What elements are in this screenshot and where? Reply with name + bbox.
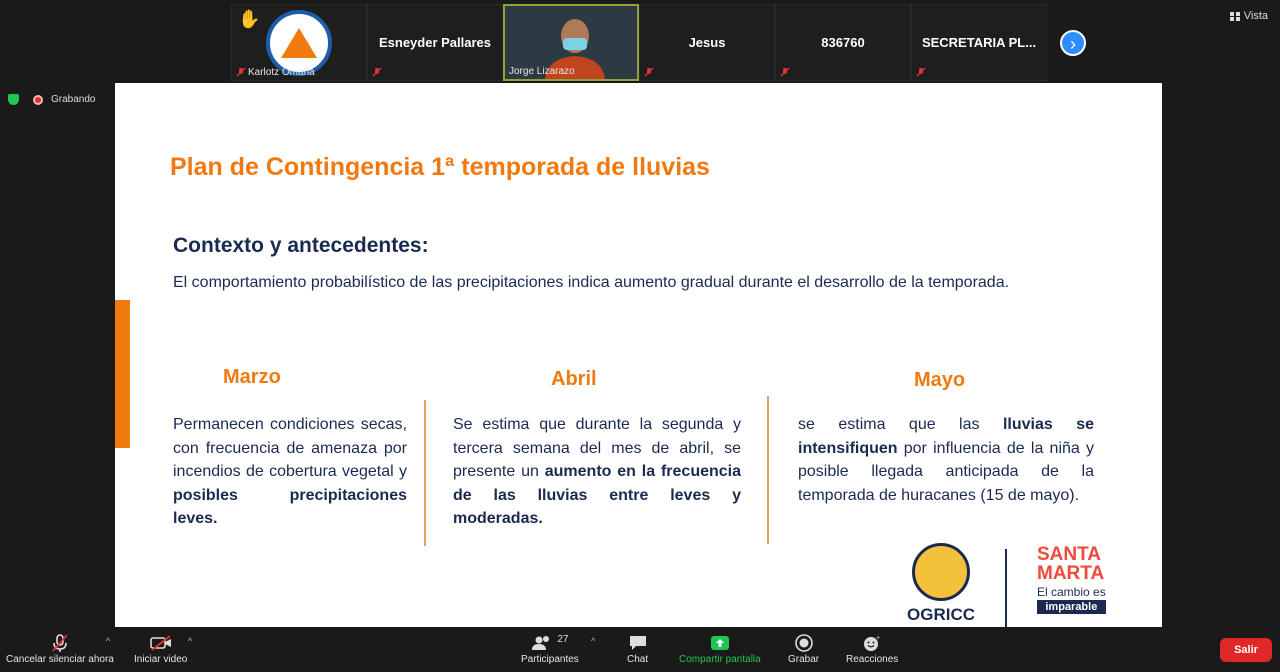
record-button[interactable] bbox=[788, 632, 819, 665]
column-divider bbox=[424, 400, 426, 546]
chevron-right-icon: › bbox=[1070, 34, 1076, 54]
text-plain: por influencia de la niña y posible llegada anticipada de la temporada de huracanes (15 de mayo). bbox=[798, 439, 1094, 504]
video-options-caret[interactable]: ^ bbox=[188, 636, 193, 646]
participant-display-name: Esneyder Pallares bbox=[378, 35, 492, 50]
participants-options-caret[interactable]: ^ bbox=[591, 636, 596, 646]
text-bold: aumento en la frecuencia de las lluvias entre leves y moderadas. bbox=[453, 463, 742, 527]
muted-mic-icon bbox=[644, 67, 654, 77]
slide-accent-bar bbox=[115, 300, 130, 448]
column-divider bbox=[767, 396, 769, 544]
recording-dot-icon bbox=[33, 95, 43, 105]
santa-marta-logo bbox=[1037, 545, 1106, 614]
audio-options-caret[interactable]: ^ bbox=[106, 636, 111, 646]
chat-label: Chat bbox=[627, 654, 649, 665]
recording-indicator bbox=[8, 94, 95, 105]
share-screen-icon bbox=[710, 632, 730, 654]
muted-mic-icon bbox=[236, 67, 246, 77]
logo-tagline: El cambio es bbox=[1037, 585, 1106, 599]
participant-tile[interactable] bbox=[911, 4, 1047, 81]
logo-tagline-badge: imparable bbox=[1037, 600, 1106, 614]
participant-tile[interactable] bbox=[367, 4, 503, 81]
muted-mic-icon bbox=[372, 67, 382, 77]
smiley-icon bbox=[863, 632, 881, 654]
slide-intro: El comportamiento probabilístico de las precipitaciones indica aumento gradual durante el desarrollo de la temporada. bbox=[173, 274, 1010, 291]
muted-mic-icon bbox=[51, 632, 69, 654]
text-plain: Se estima que durante la segunda y tercera semana del mes de abril, se presente un bbox=[453, 416, 741, 480]
leave-meeting-button[interactable]: Salir bbox=[1220, 638, 1272, 662]
defensa-civil-logo bbox=[266, 10, 332, 76]
gallery-next-button[interactable] bbox=[1060, 30, 1086, 56]
logo-line: MARTA bbox=[1037, 563, 1105, 584]
meeting-toolbar bbox=[0, 628, 1280, 672]
reactions-label: Reacciones bbox=[846, 654, 899, 665]
text-plain: se estima que las bbox=[798, 416, 1003, 433]
svg-text:+: + bbox=[876, 635, 881, 642]
chat-icon bbox=[628, 632, 648, 654]
unmute-button[interactable] bbox=[6, 632, 114, 665]
participants-icon bbox=[531, 632, 568, 654]
logo-divider bbox=[1005, 549, 1007, 627]
chat-button[interactable] bbox=[627, 632, 648, 665]
column-heading-abril: Abril bbox=[551, 368, 597, 390]
security-shield-icon[interactable] bbox=[8, 94, 19, 105]
participants-label: Participantes bbox=[521, 654, 579, 665]
muted-mic-icon bbox=[780, 67, 790, 77]
participant-name: Jorge Lizarazo bbox=[509, 66, 575, 77]
view-label: Vista bbox=[1243, 10, 1268, 22]
participants-button[interactable] bbox=[521, 632, 579, 665]
participants-count: 27 bbox=[557, 633, 569, 645]
column-heading-marzo: Marzo bbox=[223, 366, 281, 388]
participant-display-name: SECRETARIA PL... bbox=[921, 35, 1037, 50]
muted-mic-icon bbox=[916, 67, 926, 77]
ogricc-label: OGRICC bbox=[907, 605, 975, 624]
shared-screen-slide bbox=[115, 83, 1162, 627]
participant-display-name: Jesus bbox=[688, 35, 726, 50]
record-icon bbox=[795, 632, 813, 654]
text-plain: Permanecen condiciones secas, con frecuencia de amenaza por incendios de cobertura vegetal y bbox=[173, 416, 407, 480]
ogricc-seal-icon bbox=[912, 543, 970, 601]
column-heading-mayo: Mayo bbox=[914, 369, 966, 391]
record-label: Grabar bbox=[788, 654, 820, 665]
text-bold: posibles precipitaciones leves. bbox=[173, 486, 407, 527]
reactions-button[interactable] bbox=[846, 632, 898, 665]
share-screen-button[interactable] bbox=[679, 632, 761, 665]
video-label: Iniciar video bbox=[134, 654, 188, 665]
slide-title: Plan de Contingencia 1ª temporada de lluvias bbox=[170, 153, 710, 181]
column-text-abril bbox=[453, 413, 741, 531]
logo-line: SANTA bbox=[1037, 544, 1102, 565]
recording-label: Grabando bbox=[51, 94, 96, 105]
share-screen-label: Compartir pantalla bbox=[679, 654, 761, 665]
unmute-label: Cancelar silenciar ahora bbox=[6, 654, 114, 665]
grid-view-icon bbox=[1230, 12, 1240, 21]
ogricc-logo bbox=[907, 543, 975, 625]
text-bold: lluvias se intensifiquen bbox=[798, 416, 1094, 457]
participant-gallery bbox=[231, 4, 1047, 81]
video-off-icon bbox=[150, 632, 172, 654]
participant-tile-video[interactable] bbox=[503, 4, 639, 81]
view-button[interactable] bbox=[1230, 10, 1268, 22]
participant-name: Karlotz Omaña bbox=[248, 67, 315, 78]
start-video-button[interactable] bbox=[134, 632, 187, 665]
column-text-mayo bbox=[798, 413, 1094, 507]
column-text-marzo bbox=[173, 413, 407, 531]
participant-tile[interactable] bbox=[639, 4, 775, 81]
participant-tile[interactable] bbox=[231, 4, 367, 81]
slide-subtitle: Contexto y antecedentes: bbox=[173, 234, 429, 257]
participant-display-name: 836760 bbox=[821, 35, 865, 50]
raised-hand-icon: ✋ bbox=[238, 9, 261, 29]
participant-tile[interactable] bbox=[775, 4, 911, 81]
